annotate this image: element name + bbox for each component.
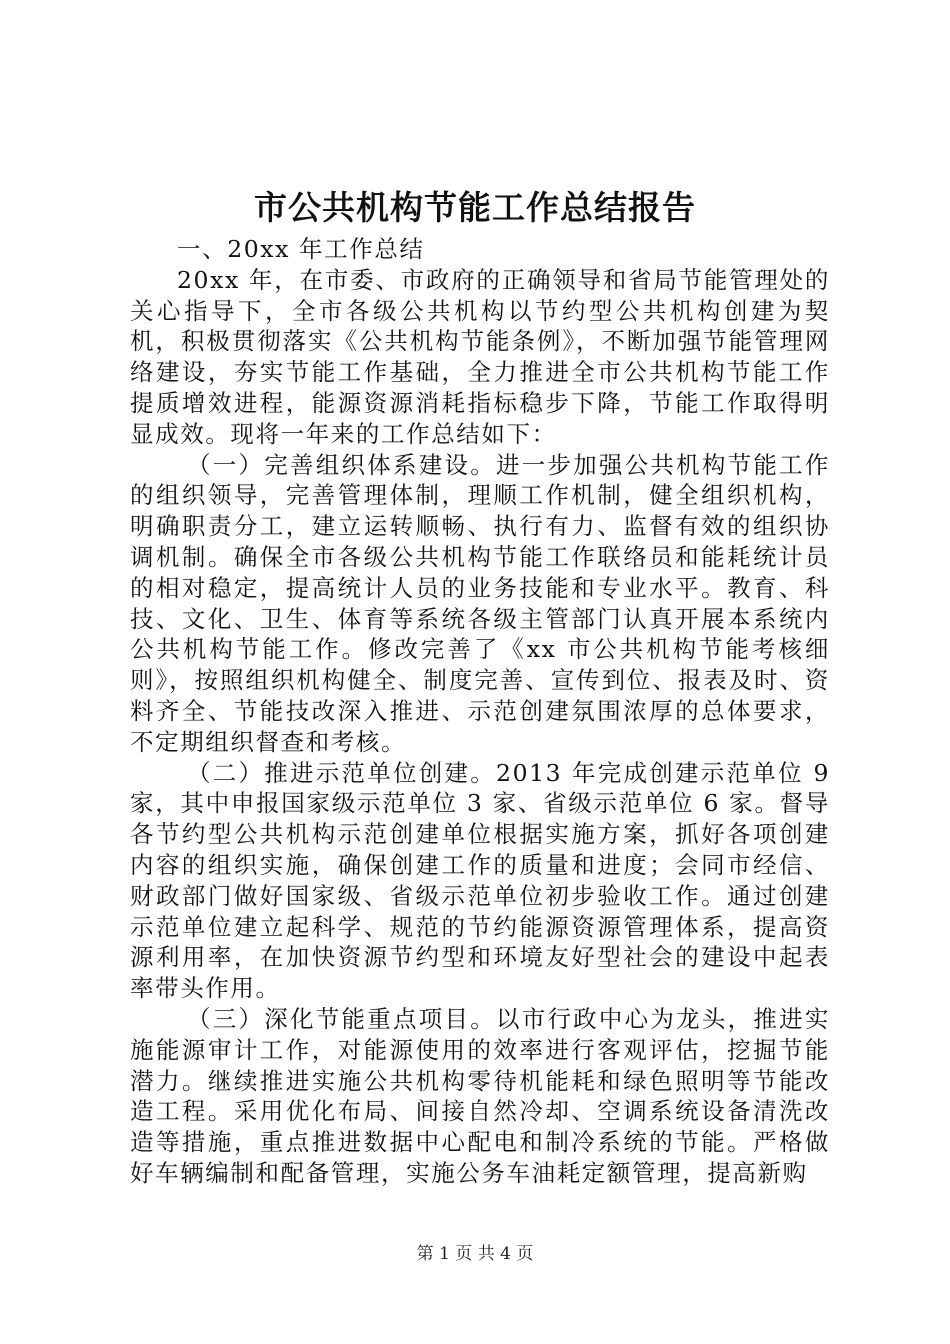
document-body [130, 234, 830, 1189]
intro-paragraph: 20xx 年，在市委、市政府的正确领导和省局节能管理处的关心指导下，全市各级公共机构以节约型公共机构创建为契机，积极贯彻落实《公共机构节能条例》，不断加强节能管理网络建设，夯实节能工作基础，全力推进全市公共机构节能工作提质增效进程，能源资源消耗指标稳步下降，节能工作取得明显成效。现将一年来的工作总结如下： [130, 265, 830, 448]
document-title: 市公共机构节能工作总结报告 [254, 188, 696, 227]
page-footer: 第 1 页 共 4 页 [416, 1244, 534, 1264]
paragraph-demonstration: （二）推进示范单位创建。2013 年完成创建示范单位 9 家，其中申报国家级示范单位 3 家、省级示范单位 6 家。督导各节约型公共机构示范创建单位根据实施方案，抓好各项创建内容的组织实施，确保创建工作的质量和进度；会同市经信、财政部门做好国家级、省级示范单位初步验收工作。通过创建示范单位建立起科学、规范的节约能源资源管理体系，提高资源利用率，在加快资源节约型和环境友好型社会的建设中起表率带头作用。 [130, 758, 830, 1003]
paragraph-organization: （一）完善组织体系建设。进一步加强公共机构节能工作的组织领导，完善管理体制，理顺工作机制，健全组织机构，明确职责分工，建立运转顺畅、执行有力、监督有效的组织协调机制。确保全市各级公共机构节能工作联络员和能耗统计员的相对稳定，提高统计人员的业务技能和专业水平。教育、科技、文化、卫生、体育等系统各级主管部门认真开展本系统内公共机构节能工作。修改完善了《xx 市公共机构节能考核细则》，按照组织机构健全、制度完善、宣传到位、报表及时、资料齐全、节能技改深入推进、示范创建氛围浓厚的总体要求，不定期组织督查和考核。 [130, 450, 830, 756]
paragraph-key-projects: （三）深化节能重点项目。以市行政中心为龙头，推进实施能源审计工作，对能源使用的效率进行客观评估，挖掘节能潜力。继续推进实施公共机构零待机能耗和绿色照明等节能改造工程。采用优化布局、间接自然冷却、空调系统设备清洗改造等措施，重点推进数据中心配电和制冷系统的节能。严格做好车辆编制和配备管理，实施公务车油耗定额管理，提高新购 [130, 1004, 830, 1187]
section-heading: 一、20xx 年工作总结 [177, 235, 425, 263]
